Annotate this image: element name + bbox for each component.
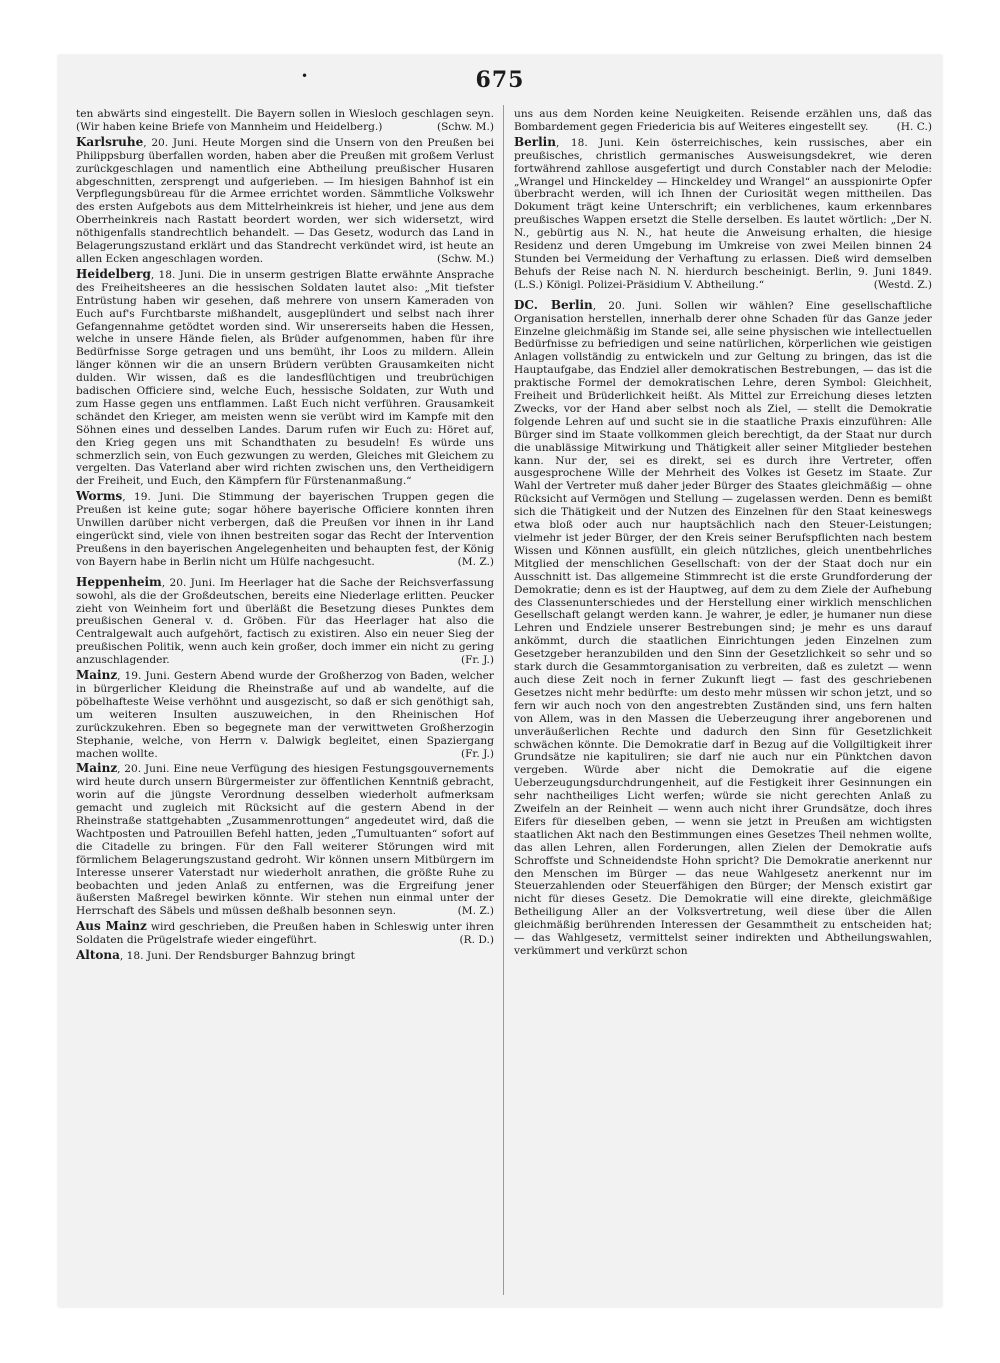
article-text: , 18. Juni. Kein österreichisches, kein russisches, aber ein preußisches, christlich germanisches Ausweisungsdekret, wie deren fortwährend zahllose ausgefertigt und durch Constabler nach der Melodie: „Wrangel und Hinckeldey — Hinckeldey und Wrangel“ an ausspionirte Opfer überbracht werden, will ich Ihnen der Curiosität wegen mittheilen. Das Dokument trägt keine Unterschrift; ein verblichenes, kaum erkennbares preußisches Wappen ersetzt die Stelle derselben. Es lautet wörtlich: „Der N. N., gebürtig aus N. N., hat heute die Anweisung erhalten, die hiesige Residenz und deren Umgebung im Umkreise von zwei Meilen binnen 24 Stunden bei Vermeidung der Verhaftung zu erlassen. Dieß wird demselben Behufs der Reise nach N. N. hierdurch bescheinigt. Berlin, 9. Juni 1849. (L.S.) Königl. Polizei-Präsidium V. Abtheilung.“ xyxy=(514,136,932,291)
page-mark: • xyxy=(301,69,309,83)
article-text: , 20. Juni. Eine neue Verfügung des hiesigen Festungsgouvernements wird heute durch unsern Bürgermeister zur öffentlichen Kenntniß gebracht, worin auf die jüngste Verordnung desselben wiederholt aufmerksam gemacht und zugleich mit Rücksicht auf die gestern Abend in der Rheinstraße stattgehabten „Zusammenrottungen“ angedeutet wird, daß die Wachtposten und Patrouillen Befehl hatten, jeden „Tumultuanten“ sofort auf die Citadelle zu bringen. Für den Fall weiterer Störungen wird mit förmlichem Belagerungszustand gedroht. Wir können unsern Mitbürgern im Interesse unserer Vaterstadt nur wiederholt anrathen, die größte Ruhe zu beobachten und jeden Anlaß zu entfernen, was die Ergreifung jener äußersten Maßregel bewirken könnte. Wir stehen nun einmal unter der Herrschaft des Säbels und müssen deßhalb besonnen seyn. xyxy=(76,763,494,918)
article-dateline: Worms xyxy=(76,489,123,504)
article-heidelberg xyxy=(76,268,494,488)
article-worms xyxy=(76,490,494,568)
article-aus-mainz xyxy=(76,920,494,947)
left-column xyxy=(76,107,494,1295)
article-dateline: Mainz xyxy=(76,668,118,683)
article-dateline: Heppenheim xyxy=(76,574,162,589)
article-source: (Westd. Z.) xyxy=(873,278,932,291)
article-text: , 20. Juni. Heute Morgen sind die Unsern von den Preußen bei Philippsburg überfallen worden, haben aber die Preußen mit großem Verlust zurückgeschlagen und namentlich eine Abtheilung preußischer Husaren abgeschnitten, zersprengt und aufgerieben. — Im hiesigen Bahnhof ist ein Verpflegungsbüreau für die Armee errichtet worden. Sämmtliche Volkswehr des ersten Aufgebots aus dem Mittelrheinkreis ist hieher, und jene aus dem Oberrheinkreis nach Rastatt beordert worden, wer sich widersetzt, wird nöthigenfalls standrechtlich behandelt. — Das Gesetz, wodurch das Land in Belagerungszustand erklärt und das Standrecht verkündet wird, ist heute an allen Ecken angeschlagen worden. xyxy=(76,136,494,265)
article-text: , 20. Juni. Sollen wir wählen? Eine gesellschaftliche Organisation herstellen, innerhalb derer ohne Schaden für das Ganze jeder Einzelne gleichmäßig im Stande sei, alle seine physischen wie intellectuellen Bedürfnisse zu befriedigen und seine natürlichen, körperlichen wie geistigen Anlagen vollständig zu entwickeln und zur Geltung zu bringen, das ist die Hauptaufgabe, das Endziel aller demokratischen Bestrebungen, — das ist die praktische Formel der demokratischen Lehre, deren Symbol: Gleichheit, Freiheit und Brüderlichkeit heißt. Als Mittel zur Erreichung dieses letzten Zwecks, vor der Hand aber selbst noch als Ziel, — stellt die Demokratie folgende Lehren auf und sucht sie in die staatliche Praxis einzuführen: Alle Bürger sind im Staate vollkommen gleich berechtigt, da der Staat nur durch die unablässige Mitwirkung und Thätigkeit aller seiner Mitglieder bestehen kann. Nur der, sei es direkt, sei es durch ihre Vertreter, offen ausgesprochene Wille der Mehrheit des Volkes ist Gesetz im Staate. Zur Wahl der Vertreter muß daher jeder Bürger des Staates gleichmäßig — ohne Rücksicht auf Vermögen und Stellung — zugelassen werden. Denn es bemißt sich die Thätigkeit und der Nutzen des Einzelnen für den Staat keineswegs etwa bloß oder auch nur hauptsächlich nach den Steuer-Leistungen; vielmehr ist jeder Bürger, der den Kreis seiner Berufspflichten nach bestem Wissen und Können ausfüllt, ein gleich nützliches, gleich unentbehrliches Mitglied der menschlichen Gesellschaft: von der der Staat doch nur ein Ausschnitt ist. Das allgemeine Stimmrecht ist die erste Grundforderung der Demokratie; denn es ist der Hauptweg, auf dem zu dem Ziele der Aufhebung des Classenunterschiedes und der Herstellung einer wirklich menschlichen Gesellschaft gelangt werden kann. Je wahrer, je edler, je humaner nun diese Lehren und Endziele unserer Bestrebungen sind; je mehr es uns darauf ankömmt, durch die staatlichen Einrichtungen jeden Einzelnen zum Gesetzgeber heranzubilden und den Sinn der Gesetzlichkeit so sehr und so stark durch die Gesammtorganisation zu verbreiten, daß es zuletzt — wenn auch diese Zeit noch in ferner Zukunft liegt — fast des geschriebenen Gesetzes nicht mehr bedürfte: um desto mehr müssen wir schon jetzt, und so fern wir auch noch von den angestrebten Zuständen sind, uns fern halten von Allem, was in den Massen die Ueberzeugung ihrer angeborenen und unveräußerlichen Rechte und dadurch den Sinn für Gesetzlichkeit schwächen könnte. Die Demokratie darf in Bezug auf die Vollgiltigkeit ihrer Grundsätze nie kapituliren; sie darf nie auch nur ein Pünktchen davon vergeben. Würde aber nicht die Demokratie auf die eigene Ueberzeugungsdurchdrungenheit, auf die Festigkeit ihrer Gesinnungen ein sehr nachtheiliges Licht werfen; würde sie nicht gerechten Anlaß zu Zweifeln an der Reinheit — wenn auch nicht ihrer Grundsätze, doch ihres Eifers für dieselben geben, — wenn sie jetzt in Preußen am wichtigsten staatlichen Akt nach den Bestimmungen eines Gesetzes Theil nehmen wollte, das allen Lehren, allen Forderungen, allen Zielen der Demokratie aufs Schroffste und Schneidendste Hohn spricht? Die Demokratie anerkennt nur den Menschen im Bürger — das neue Wahlgesetz anerkennt nur im Steuerzahlenden oder Steuerfähigen den Bürger; der Mensch existirt gar nicht für dieses Gesetz. Die Demokratie will eine direkte, gleichmäßige Betheiligung Aller an der Volksvertretung, weil diese über die Allen gleichmäßig berührenden Interessen der Gesammtheit zu entscheiden hat; — das Wahlgesetz, vermittelst seiner indirekten und Abtheilungswahlen, verkümmert und verkürzt schon xyxy=(514,299,932,957)
article-continuation xyxy=(514,107,932,134)
article-berlin-18 xyxy=(514,136,932,292)
article-dateline: Heidelberg xyxy=(76,266,151,281)
newspaper-page xyxy=(58,55,942,1307)
article-mainz-19 xyxy=(76,669,494,760)
article-dateline: Altona xyxy=(76,948,120,963)
article-text: , 18. Juni. Der Rendsburger Bahnzug bringt xyxy=(119,950,355,963)
article-text: , 19. Juni. Die Stimmung der bayerischen Truppen gegen die Preußen ist keine gute; sogar höhere bayerische Officiere konnten ihren Unwillen darüber nicht verbergen, daß die Preußen vor ihnen in ihr Land eingerückt sind, viele von ihnen bestreiten sogar das Recht der Intervention Preußens in den bayerischen Angelegenheiten und behaupten fest, der König von Bayern habe in Berlin nicht um Hülfe nachgesucht. xyxy=(76,491,494,568)
article-text: ten abwärts sind eingestellt. Die Bayern sollen in Wiesloch geschlagen seyn. (Wir haben keine Briefe von Mannheim und Heidelberg.) xyxy=(76,108,494,133)
article-karlsruhe xyxy=(76,136,494,266)
article-text: uns aus dem Norden keine Neuigkeiten. Reisende erzählen uns, daß das Bombardement gegen Friedericia bis auf Weiteres eingestellt sey. xyxy=(514,108,932,133)
article-dateline: DC. Berlin xyxy=(514,297,593,312)
article-dateline: Aus Mainz xyxy=(76,919,147,934)
article-text: wird geschrieben, die Preußen haben in Schleswig unter ihren Soldaten die Prügelstrafe wieder eingeführt. xyxy=(76,921,494,947)
column-divider xyxy=(503,105,504,1295)
article-continuation xyxy=(76,107,494,134)
article-source: (Schw. M.) xyxy=(436,120,494,133)
article-text: , 18. Juni. Die in unserm gestrigen Blatte erwähnte Ansprache des Freiheitsheeres an die hessischen Soldaten lautet also: „Mit tiefster Entrüstung haben wir gesehen, daß mehrere von unsern Kameraden von Euch auf's Furchtbarste mißhandelt, ausgeplündert und selbst nach ihrer Gefangennahme getödtet worden sind. Wir unsererseits haben die Hessen, welche in unsere Hände fielen, als Brüder aufgenommen, haben für ihre Bedürfnisse Sorge getragen und uns bemüht, ihr Loos zu mildern. Allein länger können wir die an unsern Brüdern verübten Grausamkeiten nicht dulden. Wir wissen, daß es die landesflüchtigen und treubrüchigen badischen Officiere sind, welche Euch, hessische Soldaten, zur Wuth und zum Hasse gegen uns entflammen. Laßt Euch nicht verführen. Grausamkeit schändet den Krieger, am meisten wenn sie verübt wird im Kampfe mit den Söhnen eines und desselben Landes. Darum rufen wir Euch zu: Höret auf, den Krieg gegen uns mit Schandthaten zu besudeln! Es würde uns schmerzlich sein, von Euch gezwungen zu werden, Gleiches mit Gleichem zu vergelten. Das Vaterland aber wird richten zwischen uns, den Vertheidigern der Freiheit, und Euch, den Kämpfern für Fürstenanmaßung.“ xyxy=(76,268,494,488)
article-source: (Fr. J.) xyxy=(460,654,494,667)
article-dateline: Mainz xyxy=(76,761,118,776)
article-source: (Fr. J.) xyxy=(460,747,494,760)
article-dateline: Karlsruhe xyxy=(76,134,144,149)
article-berlin-20 xyxy=(514,299,932,958)
page-number: 675 xyxy=(475,67,525,93)
article-dateline: Berlin xyxy=(514,134,556,149)
article-heppenheim xyxy=(76,576,494,667)
article-altona xyxy=(76,949,494,963)
article-text: , 19. Juni. Gestern Abend wurde der Großherzog von Baden, welcher in bürgerlicher Kleidung die Rheinstraße auf und ab wandelte, auf die pöbelhafteste Weise verhöhnt und ausgezischt, so daß er sich genöthigt sah, um weiteren Insulten auszuweichen, in den Rheinischen Hof zurückzukehren. Eben so begegnete man der verwittweten Großherzogin Stephanie, welche, von Herrn v. Dalwigk begleitet, einen Spaziergang machen wollte. xyxy=(76,670,494,760)
article-source: (M. Z.) xyxy=(457,905,494,918)
article-source: (R. D.) xyxy=(459,934,494,947)
article-source: (Schw. M.) xyxy=(436,252,494,265)
article-source: (M. Z.) xyxy=(457,555,494,568)
article-source: (H. C.) xyxy=(896,120,932,133)
right-column xyxy=(514,107,932,1295)
article-text: , 20. Juni. Im Heerlager hat die Sache der Reichsverfassung sowohl, als die der Großdeutschen, bereits eine Niederlage erlitten. Peucker zieht von Weinheim fort und überläßt die Besetzung dieses Punktes dem preußischen General v. d. Gröben. Für das Heerlager hat also die Centralgewalt auch aufgehört, factisch zu existiren. Also ein neuer Sieg der preußischen Politik, wenn auch kein großer, doch immer ein nicht zu gering anzuschlagender. xyxy=(76,576,494,667)
article-mainz-20 xyxy=(76,762,494,918)
